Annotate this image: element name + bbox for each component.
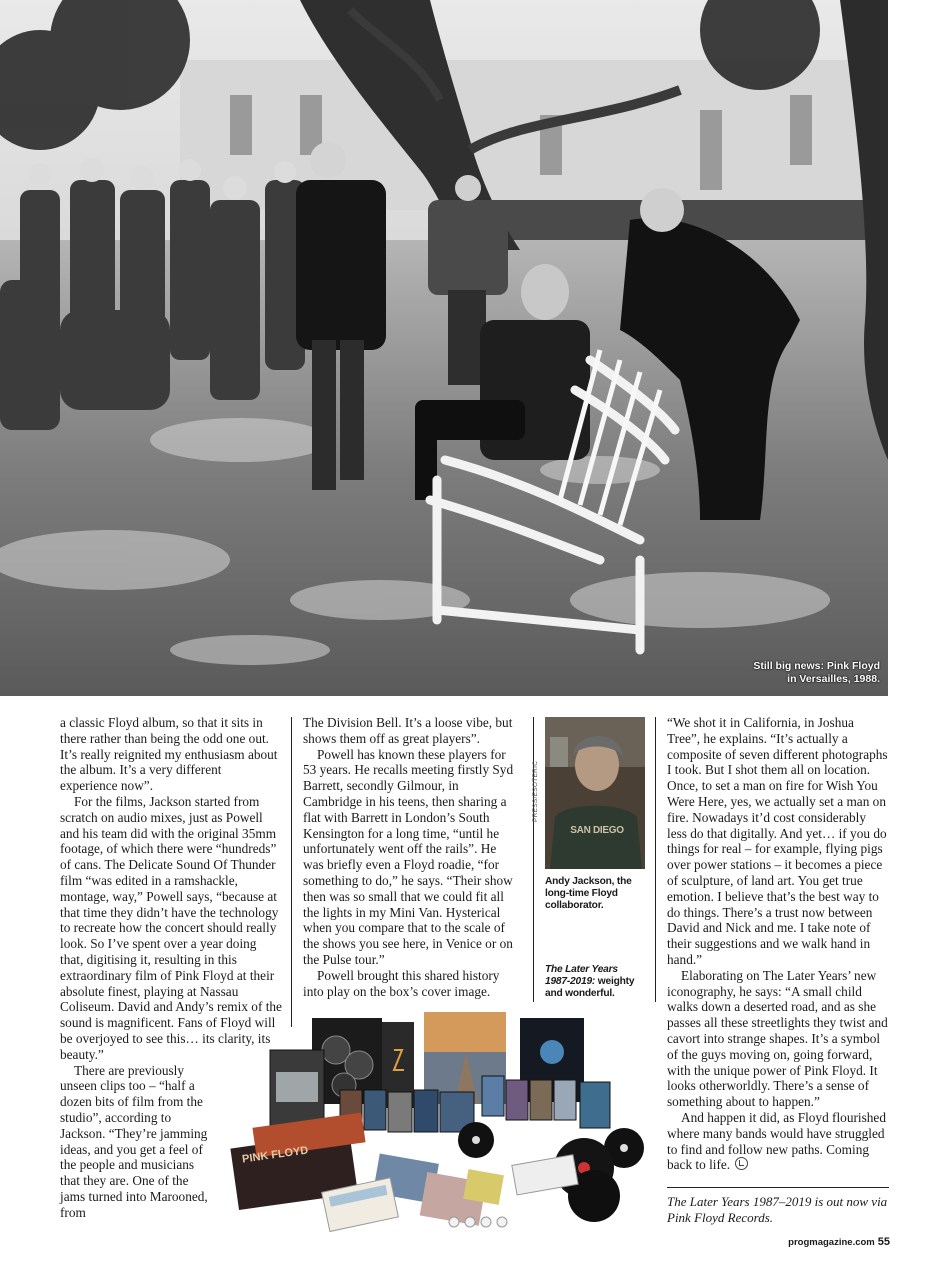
page-number: 55: [877, 1236, 890, 1248]
paragraph: For the films, Jackson started from scratch on audio mixes, just as Powell and his team did with the original 35mm footage, of which there were “hundreds” of cans. The Delicate Sound Of Thunder film “was edited in a ramshackle, montage, way,” Powell says, “because at that time they didn’t have the technology to recreate how the concert should really look. So I’ve spent over a year doing that, digitising it, resulting in this extraordinary film of Pink Floyd at their absolute finest, playing at Nassau Coliseum. David and Andy’s remix of the sound is magnificent. Fans of Floyd will be overjoyed to see this… its clarity, its beauty.”: [60, 793, 282, 1062]
paragraph: “We shot it in California, in Joshua Tree”, he explains. “It’s actually a composite of seven different photographs I took. But I shot them all on location. Once, to set a man on fire for Wish You Were Here, yes, we actually set a man on fire. Nowadays it’d cost considerably less do that digitally. And yet… if you do things for real – for example, flying pigs over power stations – it becomes a piece of sculpture, of land art. You get true emotion. I believe that’s the best way to do things. There’s a trust now between David and Nick and me. I take note of their suggestions and we walk hand in hand.”: [667, 715, 888, 967]
paragraph: And happen it did, as Floyd flourished where many bands would have struggled to find and follow new paths. Coming back to life.: [667, 1109, 886, 1173]
sidebar: [545, 717, 645, 1000]
page-footer: [788, 1236, 890, 1248]
andy-jackson-portrait: [545, 717, 645, 869]
photo-caption: Still big news: Pink Floyd in Versailles, 1988.: [753, 660, 880, 685]
paragraph: Elaborating on The Later Years’ new iconography, he says: “A small child walks down a deserted road, and as she passes all these streetlights they twist and cavort into strange shapes. It’s a symbol of the guys moving on, going forward, with the unique power of Pink Floyd. It looks otherworldly. There’s a sense of something about to happen.”: [667, 967, 888, 1110]
boxset-product-shot: [214, 1010, 664, 1238]
photo-credit: PRESS/ESOTERIC: [532, 760, 539, 822]
end-mark-icon: [735, 1157, 748, 1170]
portrait-caption: Andy Jackson, the long-time Floyd collaborator.: [545, 876, 632, 911]
column-divider: [291, 717, 292, 1027]
article-column-4: [667, 715, 889, 1173]
availability-note: The Later Years 1987–2019 is out now via Pink Floyd Records.: [667, 1187, 889, 1226]
paragraph: a classic Floyd album, so that it sits in there rather than being the odd one out. It’s really reignited my enthusiasm about the album. It’s a very different experience now”.: [60, 715, 278, 794]
paragraph: Powell has known these players for 53 years. He recalls meeting firstly Syd Barrett, secondly Gilmour, in Cambridge in his teens, then sharing a flat with Barrett in London’s South Kensington for a long time, “until he unfortunately went off the rails”. He was briefly even a Floyd roadie, “for something to do,” he says. “Their show then was so small that we could fit all the lights in my Mini Van. Hysterical when you compare that to the scale of the shows you see here, in Venice or on the Pulse tour.”: [303, 746, 514, 967]
paragraph: Powell brought this shared history into play on the box’s cover image.: [303, 967, 500, 999]
site-url: progmagazine.com: [788, 1237, 875, 1248]
column-divider: [655, 717, 656, 1002]
boxset-caption: The Later Years 1987-2019: weighty and wonderful.: [545, 964, 635, 999]
paragraph: The Division Bell. It’s a loose vibe, but shows them off as great players”.: [303, 715, 513, 746]
boxset-logo: PINK FLOYD: [241, 1144, 310, 1166]
paragraph: There are previously unseen clips too – “half a dozen bits of film from the studio”, according to Jackson. “They’re jamming ideas, and you get a feel of the people and musicians that they are. One of the jams turned into Marooned, from: [60, 1062, 208, 1220]
shirt-text: SAN DIEGO: [570, 825, 624, 836]
article-column-2: [303, 715, 519, 999]
